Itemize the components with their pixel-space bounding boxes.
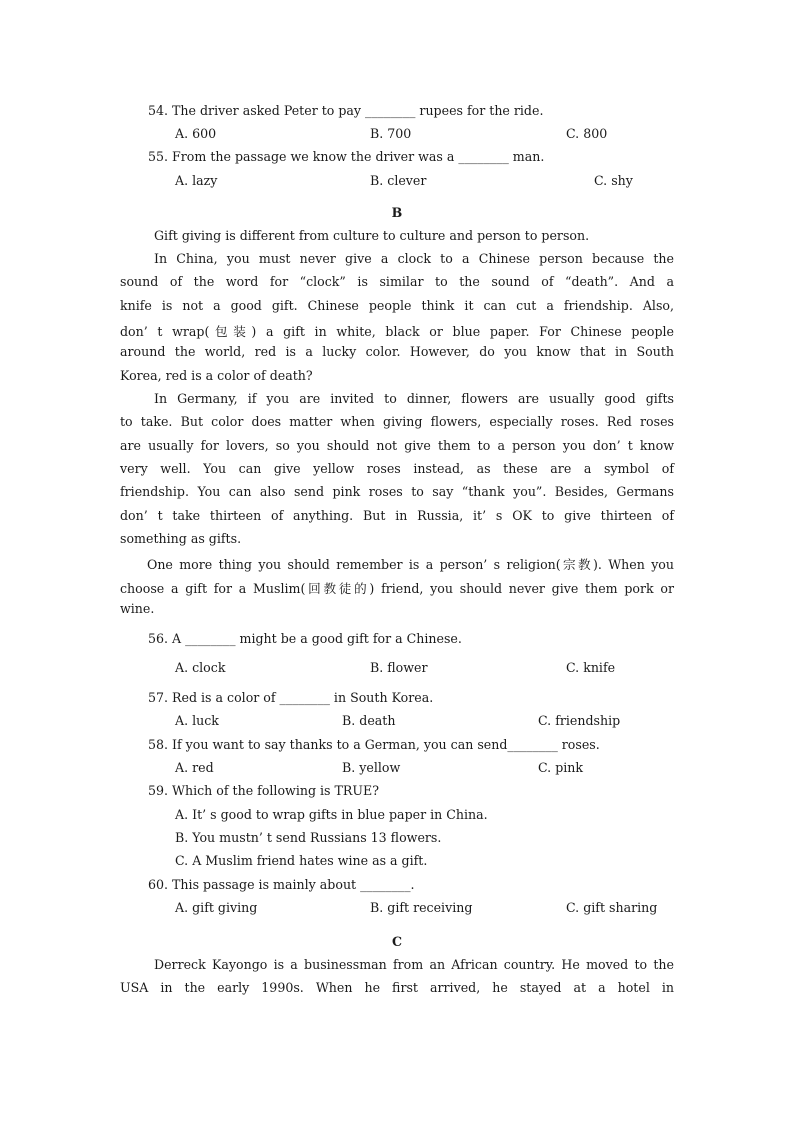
question-56-stem: 56. A ________ might be a good gift for a Chinese. bbox=[148, 631, 462, 646]
question-54-option-a: A. 600 bbox=[175, 126, 217, 141]
question-54-option-b: B. 700 bbox=[370, 126, 412, 141]
question-60-option-a: A. gift giving bbox=[175, 900, 258, 915]
question-57-option-c: C. friendship bbox=[538, 713, 621, 728]
question-56-option-b: B. flower bbox=[370, 660, 428, 675]
section-b-line-1: Gift giving is different from culture to culture and person to person. bbox=[154, 228, 590, 243]
question-60-stem: 60. This passage is mainly about ________. bbox=[148, 877, 415, 892]
question-59-option-a: A. It’ s good to wrap gifts in blue paper in China. bbox=[175, 807, 488, 822]
question-58-option-a: A. red bbox=[175, 760, 214, 775]
section-b-line-12: friendship. You can also send pink roses to say “thank you”. Besides, Germans bbox=[120, 484, 674, 499]
section-b-line-4: knife is not a good gift. Chinese people think it can cut a friendship. Also, bbox=[120, 298, 674, 313]
section-b-line-10: are usually for lovers, so you should not give them to a person you don’ t know bbox=[120, 438, 674, 453]
section-b-line-17: wine. bbox=[120, 601, 155, 616]
question-60-option-c: C. gift sharing bbox=[566, 900, 658, 915]
question-58-option-b: B. yellow bbox=[342, 760, 401, 775]
section-b-line-5: don’ t wrap(包装) a gift in white, black or blue paper. For Chinese people bbox=[120, 324, 674, 339]
section-b-line-2: In China, you must never give a clock to a Chinese person because the bbox=[154, 251, 674, 266]
question-55-stem: 55. From the passage we know the driver was a ________ man. bbox=[148, 149, 545, 164]
section-b-line-7: Korea, red is a color of death? bbox=[120, 368, 313, 383]
question-56-option-a: A. clock bbox=[175, 660, 226, 675]
question-59-stem: 59. Which of the following is TRUE? bbox=[148, 783, 379, 798]
section-c-heading: C bbox=[391, 934, 403, 949]
question-58-option-c: C. pink bbox=[538, 760, 584, 775]
question-57-stem: 57. Red is a color of ________ in South Korea. bbox=[148, 690, 434, 705]
section-c-line-1: Derreck Kayongo is a businessman from an African country. He moved to the bbox=[154, 957, 674, 972]
question-57-option-b: B. death bbox=[342, 713, 396, 728]
section-b-line-13: don’ t take thirteen of anything. But in Russia, it’ s OK to give thirteen of bbox=[120, 508, 674, 523]
question-55-option-b: B. clever bbox=[370, 173, 427, 188]
section-b-line-3: sound of the word for “clock” is similar to the sound of “death”. And a bbox=[120, 274, 674, 289]
section-b-line-9: to take. But color does matter when giving flowers, especially roses. Red roses bbox=[120, 414, 674, 429]
question-58-stem: 58. If you want to say thanks to a German, you can send________ roses. bbox=[148, 737, 600, 752]
question-57-option-a: A. luck bbox=[175, 713, 219, 728]
section-b-line-14: something as gifts. bbox=[120, 531, 242, 546]
section-b-line-11: very well. You can give yellow roses instead, as these are a symbol of bbox=[120, 461, 674, 476]
question-60-option-b: B. gift receiving bbox=[370, 900, 473, 915]
section-b-line-15: One more thing you should remember is a person’ s religion(宗教). When you bbox=[147, 557, 674, 572]
question-55-option-c: C. shy bbox=[594, 173, 633, 188]
section-b-line-16: choose a gift for a Muslim(回教徒的) friend, you should never give them pork or bbox=[120, 581, 674, 596]
question-54-option-c: C. 800 bbox=[566, 126, 608, 141]
question-56-option-c: C. knife bbox=[566, 660, 616, 675]
question-55-option-a: A. lazy bbox=[175, 173, 218, 188]
section-c-line-2: USA in the early 1990s. When he first arrived, he stayed at a hotel in bbox=[120, 980, 674, 995]
section-b-line-8: In Germany, if you are invited to dinner, flowers are usually good gifts bbox=[154, 391, 674, 406]
section-b-line-6: around the world, red is a lucky color. However, do you know that in South bbox=[120, 344, 674, 359]
question-54-stem: 54. The driver asked Peter to pay ________ rupees for the ride. bbox=[148, 103, 544, 118]
question-59-option-b: B. You mustn’ t send Russians 13 flowers. bbox=[175, 830, 442, 845]
question-59-option-c: C. A Muslim friend hates wine as a gift. bbox=[175, 853, 428, 868]
section-b-heading: B bbox=[391, 205, 403, 220]
